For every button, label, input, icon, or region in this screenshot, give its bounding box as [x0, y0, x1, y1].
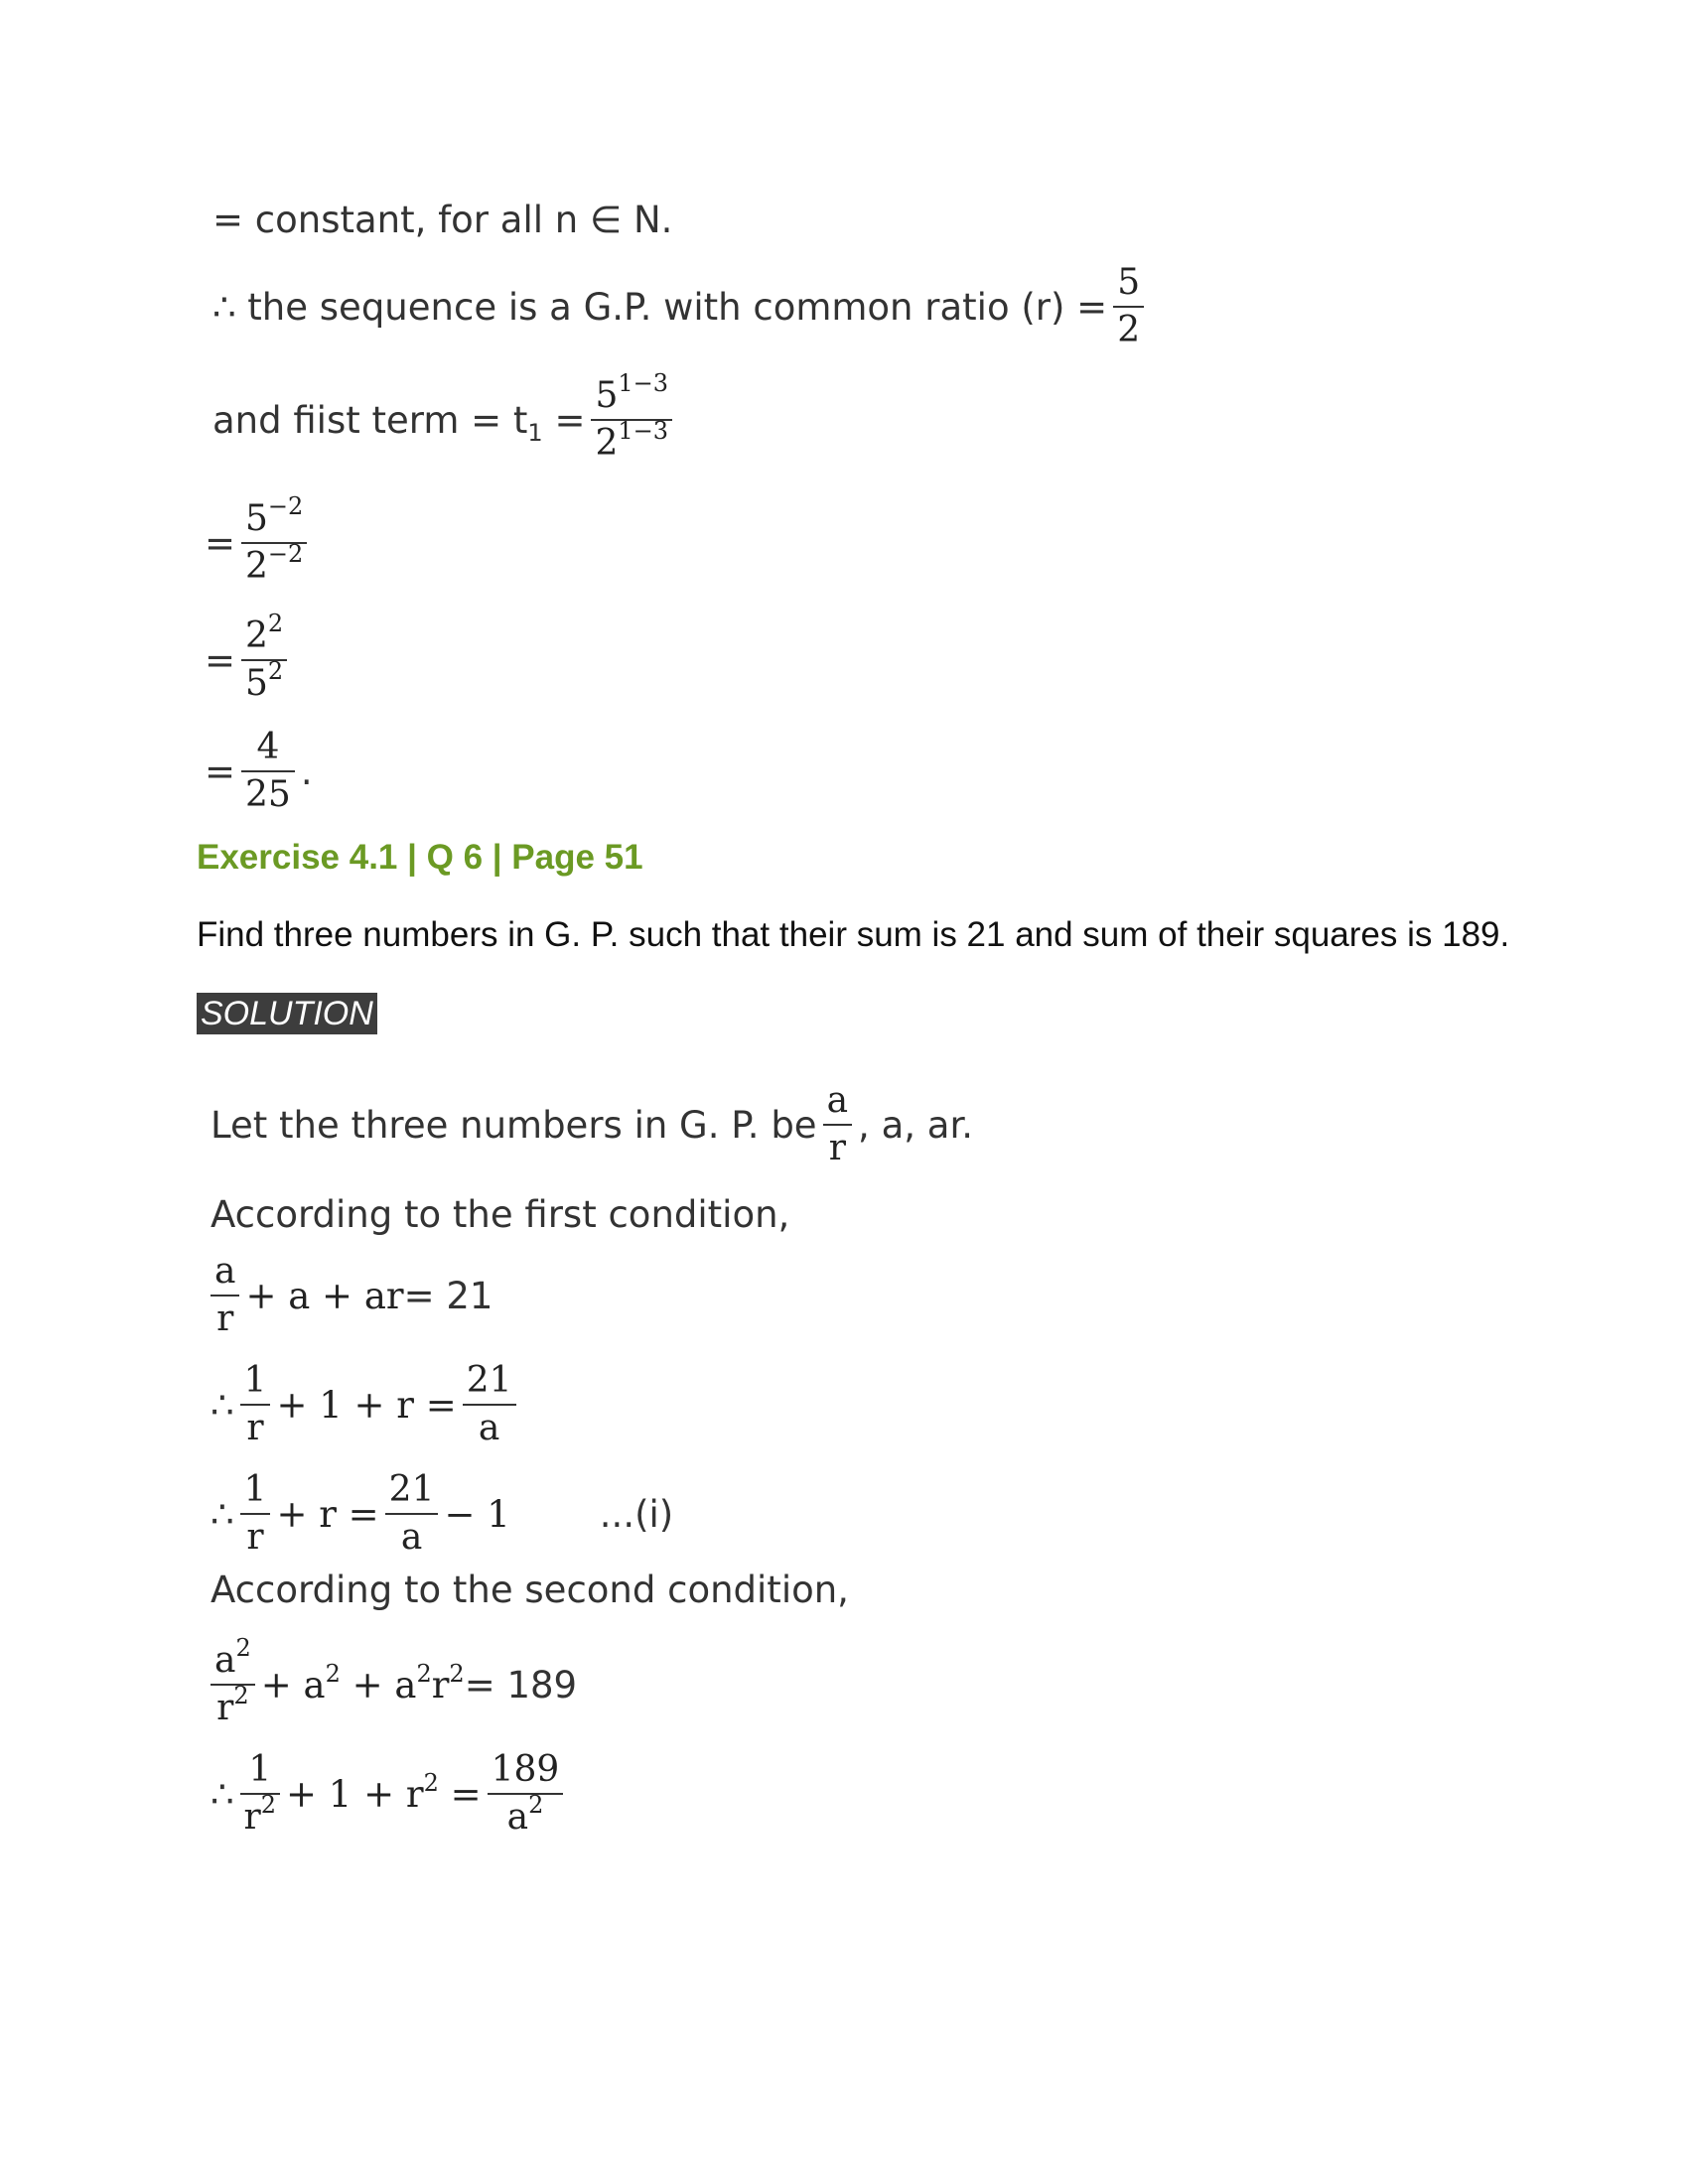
let-text: Let the three numbers in G. P. be [211, 1103, 817, 1147]
equation-2 [211, 1358, 522, 1451]
first-term-fraction [591, 369, 672, 467]
ratio-fraction [1113, 260, 1144, 353]
eq1-denominator: r [216, 1298, 234, 1339]
eq2-rhs-denominator: a [478, 1408, 500, 1448]
equals-sign: = [205, 521, 236, 565]
eq1-fraction [211, 1249, 239, 1342]
eq2-fraction [240, 1358, 271, 1451]
first-term-line [212, 369, 678, 467]
step-3 [205, 725, 313, 818]
eq4-numerator: $a^2$ [214, 1634, 251, 1681]
eq2-rhs-fraction [463, 1358, 516, 1451]
eq4-rhs: = 189 [464, 1663, 578, 1706]
equation-label: ...(i) [599, 1492, 674, 1536]
gp-ratio-text: ∴ the sequence is a G.P. with common ratio (r) = [212, 285, 1108, 329]
eq3-denominator: r [246, 1517, 264, 1558]
step-1 [205, 492, 313, 590]
therefore-symbol: ∴ [211, 1772, 234, 1816]
eq5-rhs-fraction [488, 1747, 564, 1841]
eq2-denominator: r [246, 1408, 264, 1448]
let-line [211, 1078, 973, 1171]
eq3-rhs-denominator: a [400, 1517, 423, 1558]
eq2-numerator: 1 [243, 1360, 267, 1401]
step-1-fraction [241, 492, 307, 590]
let-tail: , a, ar. [858, 1103, 974, 1147]
first-term-numerator: $5^{1-3}$ [595, 369, 669, 416]
question-text: Find three numbers in G. P. such that their sum is 21 and sum of their squares is 189. [197, 915, 1510, 954]
equals-sign: = [205, 750, 236, 793]
condition-1-text: According to the first condition, [211, 1193, 790, 1236]
period: . [300, 750, 313, 793]
equation-5 [211, 1747, 569, 1841]
eq5-rhs-numerator: 189 [491, 1749, 560, 1790]
eq3-middle: + r = [276, 1492, 379, 1536]
ratio-numerator: 5 [1117, 262, 1141, 303]
step-3-numerator: 4 [256, 727, 280, 767]
equation-3 [211, 1467, 673, 1561]
first-term-text: and fiist term = $t_1$ = [212, 398, 586, 447]
eq4-terms: + $a^2 + a^2r^2$ [260, 1659, 465, 1706]
gp-ratio-line [212, 260, 1150, 353]
eq1-numerator: a [214, 1251, 236, 1292]
equation-4 [211, 1634, 578, 1731]
step-3-fraction [241, 725, 295, 818]
step-1-numerator: $5^{-2}$ [245, 492, 304, 539]
eq5-rhs-denominator: $a^2$ [506, 1791, 544, 1838]
therefore-symbol: ∴ [211, 1383, 234, 1427]
ratio-denominator: 2 [1117, 310, 1141, 350]
eq1-terms: + a + ar [245, 1274, 404, 1317]
eq5-fraction [240, 1747, 281, 1841]
step-2 [205, 610, 293, 707]
exercise-heading[interactable]: Exercise 4.1 | Q 6 | Page 51 [197, 838, 643, 877]
first-term-denominator: $2^{1-3}$ [595, 417, 669, 464]
step-3-denominator: 25 [245, 774, 291, 815]
eq3-numerator: 1 [243, 1469, 267, 1510]
eq2-rhs-numerator: 21 [466, 1360, 512, 1401]
eq5-denominator: $r^2$ [243, 1791, 277, 1838]
condition-2-text: According to the second condition, [211, 1569, 849, 1611]
let-fraction [823, 1078, 852, 1171]
eq3-rhs-fraction [385, 1467, 439, 1561]
eq4-denominator: $r^2$ [216, 1682, 249, 1728]
eq1-rhs: = 21 [403, 1274, 493, 1317]
step-2-numerator: $2^2$ [245, 610, 284, 656]
constant-line: = constant, for all n ∈ N. [212, 199, 673, 241]
step-2-fraction [241, 610, 287, 707]
eq3-rhs-numerator: 21 [388, 1469, 435, 1510]
eq5-middle: + $1 + r^2$ = [286, 1768, 482, 1816]
let-denominator: r [828, 1128, 846, 1168]
therefore-symbol: ∴ [211, 1492, 234, 1536]
eq3-fraction [240, 1467, 271, 1561]
solution-badge[interactable]: SOLUTION [197, 993, 377, 1034]
equals-sign: = [205, 638, 236, 682]
equation-1 [211, 1249, 492, 1342]
step-2-denominator: $5^2$ [245, 657, 284, 704]
eq4-fraction [211, 1634, 255, 1731]
step-1-denominator: $2^{-2}$ [245, 540, 304, 587]
let-numerator: a [826, 1080, 849, 1121]
eq3-tail: − 1 [444, 1492, 510, 1536]
eq2-middle: + 1 + r = [276, 1383, 457, 1427]
eq5-numerator: 1 [248, 1749, 272, 1790]
